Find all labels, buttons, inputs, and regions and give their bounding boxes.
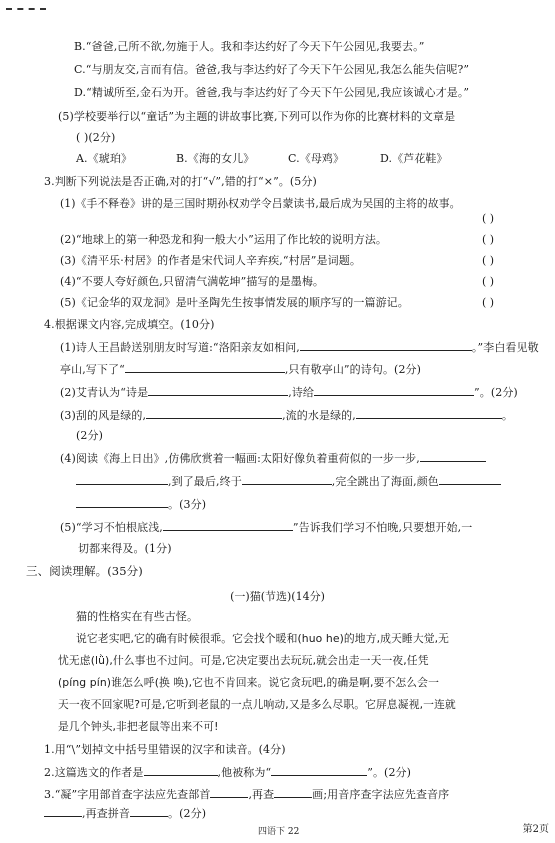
judge-item-5: (5)《记金华的双龙洞》是叶圣陶先生按事情发展的顺序写的一篇游记。 — [60, 296, 409, 309]
passage-line-2: 忧无虑(lǜ),什么事也不过问。可是,它决定要出去玩玩,就会出走一天一夜,任凭 — [58, 654, 429, 667]
fill-item-3-text-a: (3)刮的风是绿的, — [60, 409, 147, 422]
fill-item-4-line1 — [60, 451, 486, 465]
blank-line[interactable] — [420, 451, 486, 462]
fill-item-4-line3 — [76, 497, 206, 511]
fill-item-4-line2 — [76, 474, 501, 488]
page-number-label: 第2页 — [522, 824, 549, 835]
blank-line[interactable] — [274, 787, 312, 798]
reading-question-2-text-b: ,他被称为“ — [217, 766, 272, 779]
fill-item-2-text-a: (2)艾青认为“诗是 — [60, 386, 149, 399]
blank-line[interactable] — [44, 806, 82, 817]
blank-line[interactable] — [271, 765, 367, 776]
header-decoration — [6, 8, 46, 14]
blank-line[interactable] — [439, 474, 501, 485]
fill-item-1-text-b: 。”李白看见敬 — [471, 341, 539, 354]
judge-item-1-paren: ( ) — [482, 212, 495, 225]
fill-item-3-text-c: 。 — [501, 409, 513, 422]
option-b-text: B.“爸爸,己所不欲,勿施于人。我和李达约好了今天下午公园见,我要去。” — [74, 40, 425, 53]
fill-item-5-text-b: ”告诉我们学习不怕晚,只要想开始,一 — [292, 521, 473, 534]
reading-question-3-text-a: 3.“凝”字用部首查字法应先查部首 — [44, 788, 211, 801]
passage-paragraph-1: 猫的性格实在有些古怪。 — [76, 610, 199, 623]
blank-line[interactable] — [148, 385, 288, 396]
reading-question-3-line2 — [44, 806, 206, 820]
reading-question-3-text-c: 画;用音序查字法应先查音序 — [312, 788, 450, 801]
fill-item-5-text-a: (5)“学习不怕根底浅, — [60, 521, 163, 534]
fill-item-4-text-a: (4)阅读《海上日出》,仿佛欣赏着一幅画:太阳好像负着重荷似的一步一步, — [60, 452, 420, 465]
fill-item-1-line1 — [60, 340, 539, 354]
blank-line[interactable] — [76, 497, 168, 508]
reading-question-3-text-e: 。(2分) — [168, 807, 207, 820]
question-5-answer-paren: ( )(2分) — [76, 131, 116, 144]
reading-section-title: 三、阅读理解。(35分) — [26, 564, 143, 578]
fill-item-2-text-c: ”。(2分) — [474, 386, 518, 399]
option-c-text: C.“与朋友交,言而有信。爸爸,我与李达约好了今天下午公园见,我怎么能失信呢?” — [74, 63, 470, 76]
judge-item-2: (2)“地球上的第一种恐龙和狗一般大小”运用了作比较的说明方法。 — [60, 233, 388, 246]
passage-line-1: 说它老实吧,它的确有时候很乖。它会找个暖和(huo he)的地方,成天睡大觉,无 — [76, 632, 450, 645]
blank-line[interactable] — [242, 474, 332, 485]
reading-question-3-line1 — [44, 787, 449, 801]
fill-item-4-text-b: ,到了最后,终于 — [168, 475, 242, 488]
judge-question-title: 3.判断下列说法是否正确,对的打“√”,错的打“×”。(5分) — [44, 175, 317, 188]
fill-item-2 — [60, 385, 518, 399]
fill-item-1-text-d: ,只有敬亭山”的诗句。(2分) — [284, 363, 422, 376]
question-5-text: (5)学校要举行以“童话”为主题的讲故事比赛,下列可以作为你的比赛材料的文章是 — [58, 110, 456, 123]
fill-item-3 — [60, 408, 513, 422]
judge-item-3: (3)《清平乐·村居》的作者是宋代词人辛弃疾,“村居”是词题。 — [60, 254, 361, 267]
passage-line-3: (píng pín)谁怎么呼(换 唤),它也不肯回来。说它贪玩吧,的确是啊,要不怎么会一 — [58, 676, 439, 689]
blank-line[interactable] — [163, 520, 293, 531]
blank-line[interactable] — [144, 765, 218, 776]
fill-item-4-text-c: ,完全跳出了海面,颜色 — [331, 475, 439, 488]
judge-item-1: (1)《手不释卷》讲的是三国时期孙权劝学令吕蒙读书,最后成为吴国的主将的故事。 — [60, 197, 461, 210]
fill-item-3-text-b: ,流的水是绿的, — [282, 409, 356, 422]
blank-line[interactable] — [76, 474, 168, 485]
blank-line[interactable] — [314, 385, 474, 396]
reading-question-3-text-b: ,再查 — [248, 788, 275, 801]
judge-item-3-paren: ( ) — [482, 254, 495, 267]
page-footer: 四语下 22 — [258, 827, 300, 837]
passage-line-4: 天一夜不回家呢?可是,它听到老鼠的一点儿响动,又是多么尽职。它屏息凝视,一连就 — [58, 698, 456, 711]
blank-line[interactable] — [130, 806, 168, 817]
blank-line[interactable] — [125, 362, 285, 373]
reading-question-2 — [44, 765, 411, 779]
fill-question-title: 4.根据课文内容,完成填空。(10分) — [44, 318, 215, 331]
judge-item-4-paren: ( ) — [482, 275, 495, 288]
judge-item-4: (4)“不要人夸好颜色,只留清气满乾坤”描写的是墨梅。 — [60, 275, 325, 288]
reading-question-2-text-c: ”。(2分) — [367, 766, 412, 779]
reading-question-1: 1.用“\”划掉文中括号里错误的汉字和读音。(4分) — [44, 743, 286, 756]
judge-item-5-paren: ( ) — [482, 296, 495, 309]
blank-line[interactable] — [146, 408, 282, 419]
judge-item-2-paren: ( ) — [482, 233, 495, 246]
fill-item-3-score: (2分) — [76, 429, 103, 442]
reading-question-3-text-d: ,再查拼音 — [82, 807, 130, 820]
fill-item-1-line2 — [60, 362, 421, 376]
fill-item-2-text-b: ,诗给 — [288, 386, 315, 399]
option-d-text: D.“精诚所至,金石为开。爸爸,我与李达约好了今天下午公园见,我应该诚心才是。” — [74, 86, 470, 99]
passage-line-5: 是几个钟头,非把老鼠等出来不可! — [58, 720, 219, 733]
blank-line[interactable] — [210, 787, 248, 798]
blank-line[interactable] — [300, 340, 472, 351]
blank-line[interactable] — [356, 408, 502, 419]
fill-item-4-text-d: 。(3分) — [168, 498, 207, 511]
reading-question-2-text-a: 2.这篇选文的作者是 — [44, 766, 144, 779]
fill-item-5-line2: 切都来得及。(1分) — [78, 542, 172, 555]
passage-subtitle: (一)猫(节选)(14分) — [230, 590, 325, 603]
fill-item-1-text-a: (1)诗人王昌龄送别朋友时写道:“洛阳亲友如相问, — [60, 341, 300, 354]
fill-item-1-text-c: 亭山,写下了“ — [60, 363, 125, 376]
question-5-option-d: D.《芦花鞋》 — [380, 152, 448, 165]
question-5-option-b: B.《海的女儿》 — [176, 152, 255, 165]
fill-item-5-line1 — [60, 520, 472, 534]
question-5-option-c: C.《母鸡》 — [288, 152, 345, 165]
question-5-option-a: A.《琥珀》 — [76, 152, 133, 165]
